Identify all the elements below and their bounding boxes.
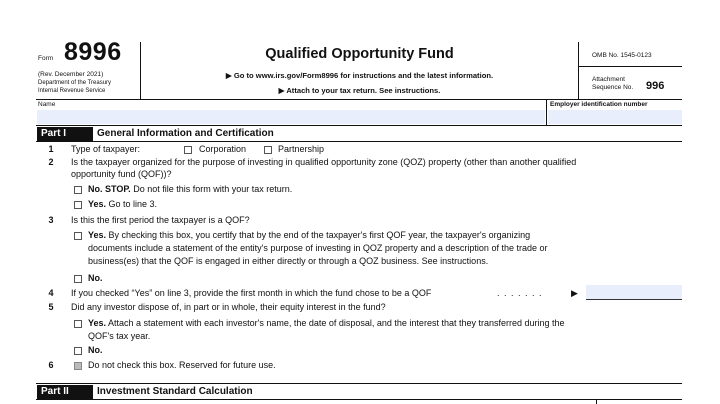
part2-title-rule (36, 399, 682, 400)
line6-text: Do not check this box. Reserved for future use. (88, 360, 276, 370)
line2-no-checkbox[interactable] (74, 186, 82, 194)
ein-field[interactable] (548, 110, 682, 124)
line5-yes-line-a (88, 318, 565, 330)
line1-number: 1 (48, 144, 54, 154)
line6-reserved-checkbox (74, 362, 82, 370)
line5-yes-bold: Yes. (88, 318, 107, 328)
instructions-link-line: ▶ Go to www.irs.gov/Form8996 for instructions and the latest information. (225, 71, 494, 80)
part1-label: Part I (37, 127, 93, 141)
line3-no-option (88, 273, 103, 285)
line2-yes-option (88, 199, 157, 211)
line4-arrow: ▶ (571, 288, 578, 298)
ein-divider (546, 100, 547, 125)
line3-no-checkbox[interactable] (74, 275, 82, 283)
line2-text-b: opportunity fund (QOF))? (71, 169, 172, 179)
line4-number: 4 (48, 288, 54, 298)
line2-yes-rest: Go to line 3. (106, 199, 158, 209)
line6-number: 6 (48, 360, 54, 370)
name-label: Name (38, 101, 56, 108)
line5-text: Did any investor dispose of, in part or in whole, their equity interest in the fund? (71, 302, 386, 312)
irs-name: Internal Revenue Service (38, 88, 106, 94)
part1-title-rule (36, 141, 682, 142)
line2-text-a: Is the taxpayer organized for the purpose of investing in qualified opportunity zone (QOZ) property (other than another qualified (71, 157, 577, 167)
line2-no-rest: Do not file this form with your tax return. (130, 184, 293, 194)
form-label: Form (38, 55, 54, 62)
omb-number: OMB No. 1545-0123 (592, 52, 652, 59)
sequence-number: 996 (646, 80, 665, 92)
name-row-bottom-rule (36, 125, 682, 126)
part2-top-rule (36, 383, 682, 384)
line5-no-bold: No. (88, 345, 103, 355)
line5-number: 5 (48, 302, 54, 312)
line1-text: Type of taxpayer: (71, 144, 141, 154)
form-title: Qualified Opportunity Fund (265, 46, 454, 62)
line2-number: 2 (48, 157, 54, 167)
line3-text: Is this the first period the taxpayer is a QOF? (71, 215, 250, 225)
line3-yes-text-a: By checking this box, you certify that by the end of the taxpayer's first QOF year, the taxpayer's organizing (106, 230, 531, 240)
line3-yes-text-b: documents include a statement of the entity's purpose of investing in QOZ property and a description of the trade or (88, 243, 548, 253)
attach-instruction-line: ▶ Attach to your tax return. See instructions. (278, 86, 441, 95)
revision-date: (Rev. December 2021) (38, 71, 104, 78)
partnership-label: Partnership (278, 144, 325, 154)
attachment-label: Attachment (592, 76, 625, 83)
part1-title: General Information and Certification (97, 128, 274, 139)
sequence-label: Sequence No. (592, 84, 634, 91)
line5-no-checkbox[interactable] (74, 347, 82, 355)
omb-divider (578, 66, 682, 67)
line3-yes-bold: Yes. (88, 230, 107, 240)
line2-yes-bold: Yes. (88, 199, 107, 209)
form-number: 8996 (64, 38, 122, 66)
header-bottom-rule (36, 99, 682, 100)
part2-title: Investment Standard Calculation (97, 386, 253, 397)
line5-yes-checkbox[interactable] (74, 320, 82, 328)
line3-number: 3 (48, 215, 54, 225)
line4-month-field[interactable] (586, 285, 682, 300)
line5-yes-text-b: QOF's tax year. (88, 331, 151, 341)
ein-label: Employer identification number (550, 101, 648, 108)
line4-text: If you checked “Yes” on line 3, provide the first month in which the fund chose to be a QOF (71, 288, 432, 298)
part2-label: Part II (37, 385, 93, 399)
department-name: Department of the Treasury (38, 80, 112, 86)
line3-yes-text-c: business(es) that the QOF is engaged in either directly or through a QOZ business. See instructions. (88, 256, 489, 266)
header-divider-right (578, 42, 579, 99)
line2-yes-checkbox[interactable] (74, 201, 82, 209)
line3-yes-checkbox[interactable] (74, 232, 82, 240)
corporation-label: Corporation (199, 144, 247, 154)
corporation-checkbox[interactable] (184, 146, 192, 154)
line5-yes-text-a: Attach a statement with each investor's name, the date of disposal, and the interest that they transferred during the (106, 318, 565, 328)
line2-no-option (88, 184, 292, 196)
line2-no-bold: No. STOP. (88, 184, 131, 194)
line5-no-option (88, 345, 103, 357)
partnership-checkbox[interactable] (264, 146, 272, 154)
line4-leader-dots: . . . . . . . (497, 288, 543, 298)
line3-yes-line-a (88, 230, 530, 242)
name-field[interactable] (37, 110, 545, 124)
part2-column-divider (596, 400, 597, 404)
line3-no-bold: No. (88, 273, 103, 283)
